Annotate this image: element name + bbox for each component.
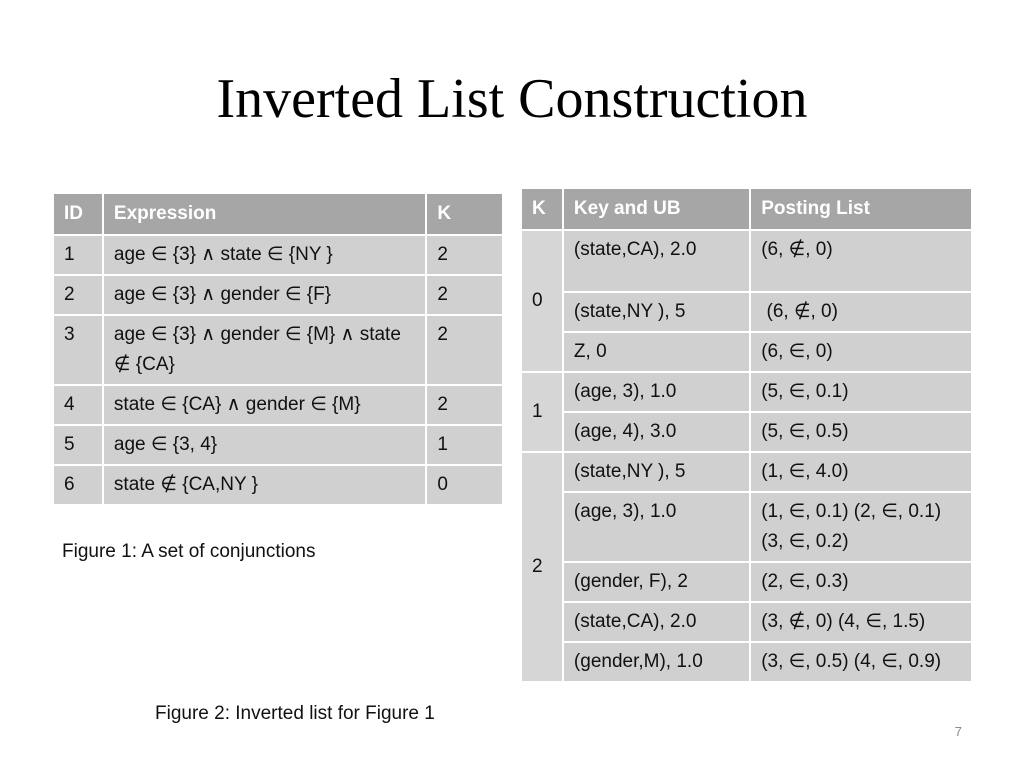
table-row	[53, 235, 503, 275]
figure2-caption: Figure 2: Inverted list for Figure 1	[155, 703, 435, 724]
slide-title: Inverted List Construction	[216, 68, 808, 130]
row-k: 2	[426, 235, 503, 275]
inverted-list-table	[520, 187, 973, 683]
posting-cell: (3, ∈, 0.5) (4, ∈, 0.9)	[750, 642, 972, 682]
posting-cell: (2, ∈, 0.3)	[750, 562, 972, 602]
key-cell: (age, 3), 1.0	[563, 372, 750, 412]
row-id: 1	[53, 235, 103, 275]
table-row	[521, 492, 972, 562]
row-expression: state ∉ {CA,NY }	[103, 465, 426, 505]
header-k: K	[426, 193, 503, 235]
header-expression: Expression	[103, 193, 426, 235]
row-expression: age ∈ {3} ∧ state ∈ {NY }	[103, 235, 426, 275]
k-group-cell: 2	[521, 452, 563, 682]
table-row	[521, 292, 972, 332]
key-cell: (age, 4), 3.0	[563, 412, 750, 452]
table-header-row	[521, 188, 972, 230]
row-k: 2	[426, 385, 503, 425]
header-k: K	[521, 188, 563, 230]
row-id: 3	[53, 315, 103, 385]
posting-cell: (6, ∉, 0)	[750, 292, 972, 332]
row-id: 5	[53, 425, 103, 465]
k-group-cell: 0	[521, 230, 563, 372]
row-expression: age ∈ {3, 4}	[103, 425, 426, 465]
key-cell: (state,NY ), 5	[563, 452, 750, 492]
row-id: 4	[53, 385, 103, 425]
conjunctions-table	[52, 192, 504, 506]
table-row	[521, 230, 972, 292]
table-row	[53, 465, 503, 505]
posting-cell: (6, ∈, 0)	[750, 332, 972, 372]
table-row	[53, 425, 503, 465]
row-id: 2	[53, 275, 103, 315]
row-expression: age ∈ {3} ∧ gender ∈ {F}	[103, 275, 426, 315]
table-row	[53, 315, 503, 385]
table-row	[521, 562, 972, 602]
key-cell: (state,NY ), 5	[563, 292, 750, 332]
row-k: 0	[426, 465, 503, 505]
header-posting-list: Posting List	[750, 188, 972, 230]
posting-cell: (6, ∉, 0)	[750, 230, 972, 292]
row-expression: state ∈ {CA} ∧ gender ∈ {M}	[103, 385, 426, 425]
row-expression: age ∈ {3} ∧ gender ∈ {M} ∧ state ∉ {CA}	[103, 315, 426, 385]
table-row	[521, 602, 972, 642]
table-header-row	[53, 193, 503, 235]
posting-cell: (5, ∈, 0.5)	[750, 412, 972, 452]
posting-cell: (1, ∈, 0.1) (2, ∈, 0.1) (3, ∈, 0.2)	[750, 492, 972, 562]
table-row	[521, 642, 972, 682]
key-cell: (gender, F), 2	[563, 562, 750, 602]
row-k: 2	[426, 275, 503, 315]
header-key-ub: Key and UB	[563, 188, 750, 230]
key-cell: (age, 3), 1.0	[563, 492, 750, 562]
table-row	[521, 412, 972, 452]
table-row	[53, 275, 503, 315]
key-cell: (state,CA), 2.0	[563, 602, 750, 642]
page-number: 7	[954, 724, 962, 739]
row-k: 1	[426, 425, 503, 465]
row-k: 2	[426, 315, 503, 385]
posting-cell: (5, ∈, 0.1)	[750, 372, 972, 412]
key-cell: (state,CA), 2.0	[563, 230, 750, 292]
header-id: ID	[53, 193, 103, 235]
table-row	[521, 452, 972, 492]
key-cell: (gender,M), 1.0	[563, 642, 750, 682]
table-row	[521, 372, 972, 412]
posting-cell: (3, ∉, 0) (4, ∈, 1.5)	[750, 602, 972, 642]
table-row	[53, 385, 503, 425]
table-row	[521, 332, 972, 372]
row-id: 6	[53, 465, 103, 505]
figure1-caption: Figure 1: A set of conjunctions	[62, 541, 316, 562]
posting-cell: (1, ∈, 4.0)	[750, 452, 972, 492]
k-group-cell: 1	[521, 372, 563, 452]
key-cell: Z, 0	[563, 332, 750, 372]
